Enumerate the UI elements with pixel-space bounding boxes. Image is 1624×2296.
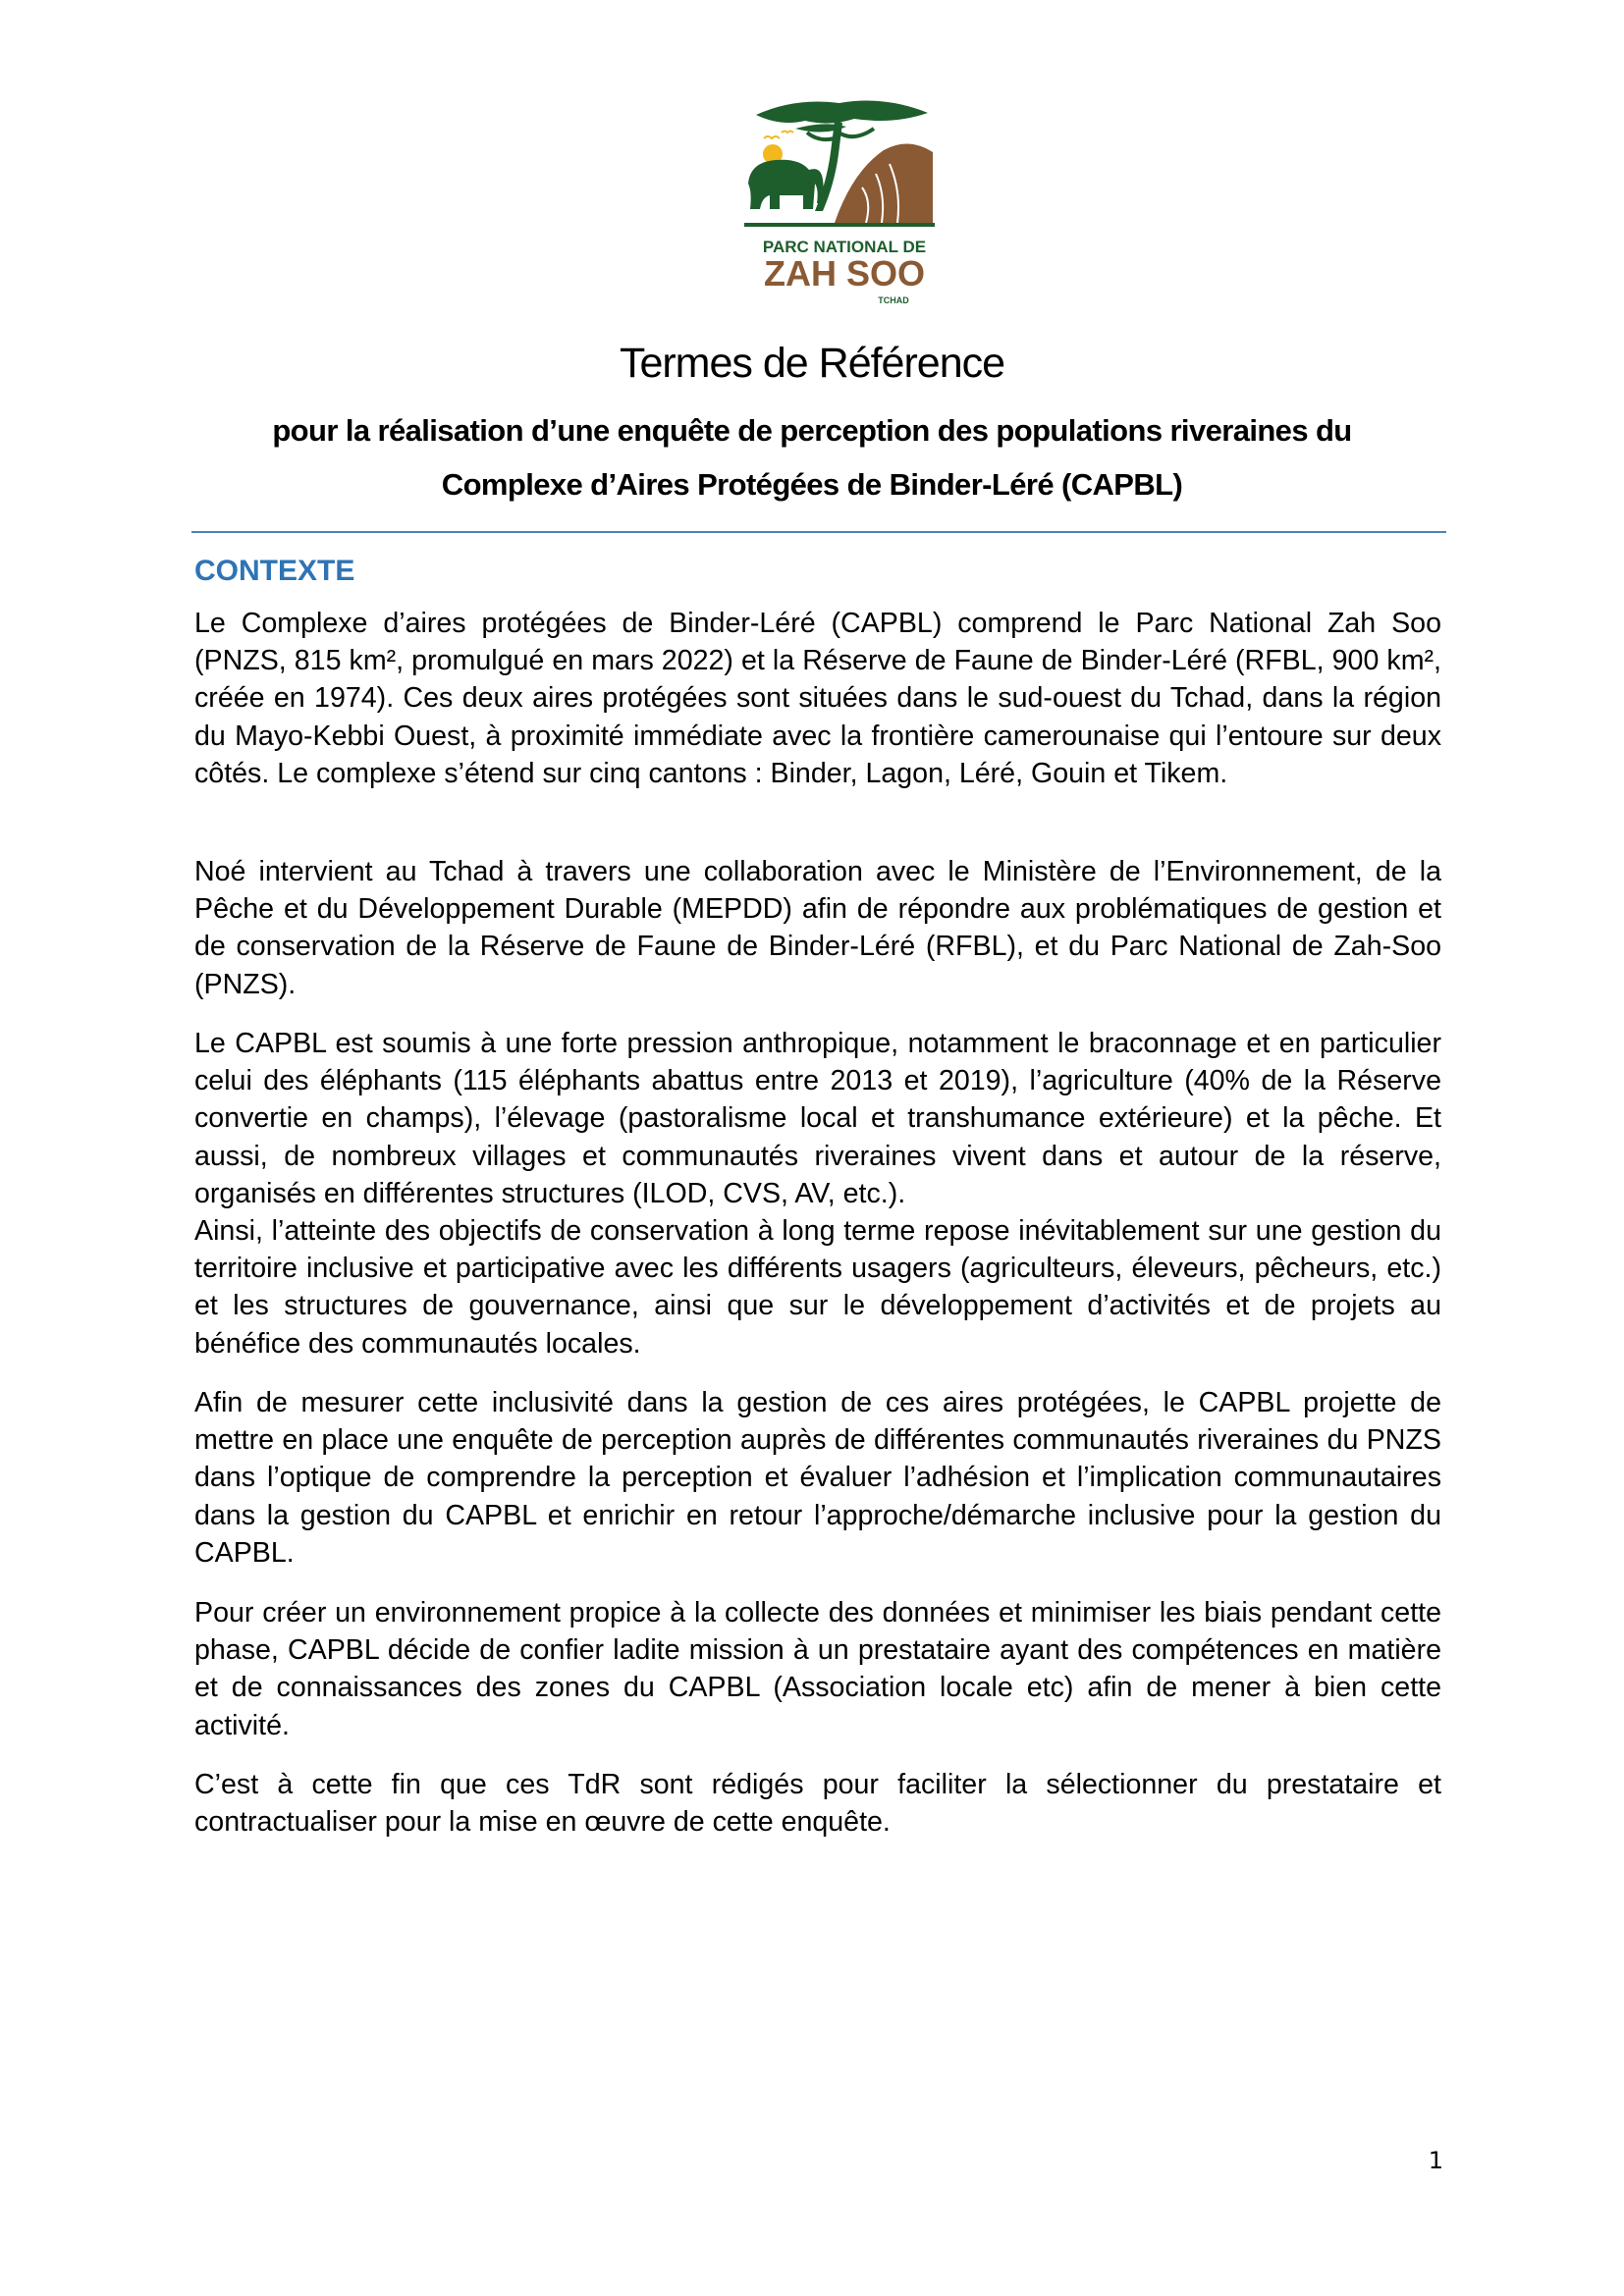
paragraph-3a: Le CAPBL est soumis à une forte pression anthropique, notamment le braconnage et en particulier celui des éléphants (115 éléphants abattus entre 2013 et 2019), l’agriculture (40% de la Réserve convertie en champs), l’élevage (pastoralisme local et transhumance extérieure) et la pêche. Et aussi, de nombreux villages et communautés riveraines vivent dans et autour de la réserve, organisés en différentes structures (ILOD, CVS, AV, etc.). [194, 1028, 1441, 1209]
heading-divider [191, 531, 1446, 533]
paragraph-1: Le Complexe d’aires protégées de Binder-Léré (CAPBL) comprend le Parc National Zah Soo (PNZS, 815 km², promulgué en mars 2022) et la Réserve de Faune de Binder-Léré (RFBL, 900 km², créée en 1974). Ces deux aires protégées sont situées dans le sud-ouest du Tchad, dans la région du Mayo-Kebbi Ouest, à proximité immédiate avec la frontière camerounaise qui l’entoure sur deux côtés. Le complexe s’étend sur cinq cantons : Binder, Lagon, Léré, Gouin et Tikem. [194, 608, 1441, 789]
park-logo [736, 93, 952, 309]
document-subtitle-line1: pour la réalisation d’une enquête de perception des populations riveraines du [272, 413, 1352, 448]
page-number: 1 [1428, 2147, 1443, 2174]
elephant-icon [748, 160, 824, 209]
paragraph-3b: Ainsi, l’atteinte des objectifs de conservation à long terme repose inévitablement sur une gestion du territoire inclusive et participative avec les différents usagers (agriculteurs, éleveurs, pêcheurs, etc.) et les structures de gouvernance, ainsi que sur le développement d’activités et de projets au bénéfice des communautés locales. [194, 1215, 1441, 1360]
paragraph-6: C’est à cette fin que ces TdR sont rédigés pour faciliter la sélectionner du prestataire et contractualiser pour la mise en œuvre de cette enquête. [194, 1769, 1441, 1839]
paragraph-4: Afin de mesurer cette inclusivité dans la gestion de ces aires protégées, le CAPBL projette de mettre en place une enquête de perception auprès de différentes communautés riveraines du PNZS dans l’optique de comprendre la perception et évaluer l’adhésion et l’implication communautaires dans la gestion du CAPBL et enrichir en retour l’approche/démarche inclusive pour la gestion du CAPBL. [194, 1387, 1441, 1569]
birds-icon [764, 132, 793, 139]
document-subtitle-line2: Complexe d’Aires Protégées de Binder-Léré (CAPBL) [441, 467, 1183, 502]
logo-line1: PARC NATIONAL DE [762, 238, 927, 256]
logo-line2: ZAH SOO [763, 253, 926, 294]
logo-line3: TCHAD [878, 295, 909, 305]
paragraph-3 [194, 1025, 1441, 1362]
waterfall-icon [835, 143, 933, 226]
paragraph-2: Noé intervient au Tchad à travers une collaboration avec le Ministère de l’Environnement, de la Pêche et du Développement Durable (MEPDD) afin de répondre aux problématiques de gestion et de conservation de la Réserve de Faune de Binder-Léré (RFBL), et du Parc National de Zah-Soo (PNZS). [194, 856, 1441, 1000]
paragraph-5: Pour créer un environnement propice à la collecte des données et minimiser les biais pendant cette phase, CAPBL décide de confier ladite mission à un prestataire ayant des compétences en matière et de connaissances des zones du CAPBL (Association locale etc) afin de mener à bien cette activité. [194, 1597, 1441, 1741]
tree-icon [756, 101, 928, 124]
document-title: Termes de Référence [619, 340, 1005, 387]
section-heading: CONTEXTE [194, 555, 355, 587]
